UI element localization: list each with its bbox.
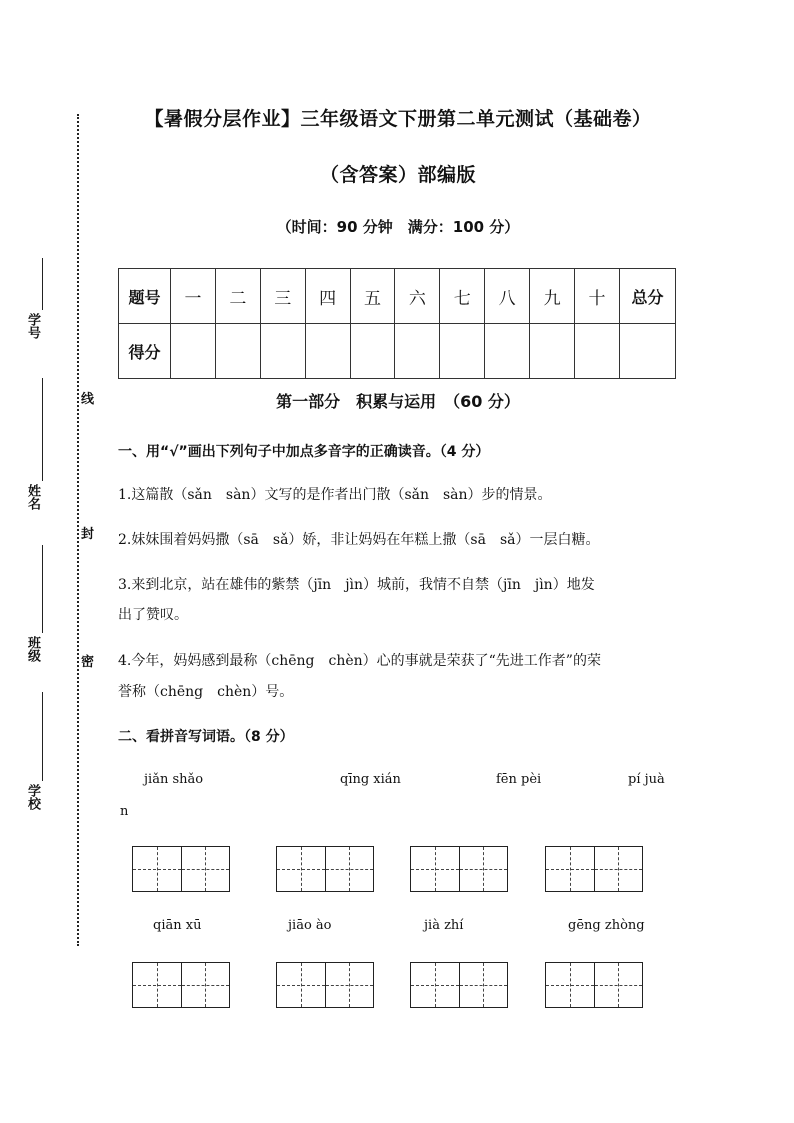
score-cell[interactable] [485, 324, 530, 379]
writing-grid[interactable] [276, 962, 374, 1008]
binding-dotted-line [77, 114, 79, 946]
q1-heading: 一、用“√”画出下列句子中加点多音字的正确读音。（4 分） [118, 444, 490, 460]
part1-title: 第一部分 积累与运用 （60 分） [276, 392, 520, 411]
score-cell[interactable] [440, 324, 485, 379]
name-blank [42, 378, 43, 481]
class-blank [42, 545, 43, 633]
score-cell[interactable] [575, 324, 620, 379]
score-row-header: 得分 [119, 324, 171, 379]
column-header: 七 [440, 269, 485, 324]
seal-char-line: 线 [81, 392, 95, 407]
q1-line: 1.这篇散（sǎn sàn）文写的是作者出门散（sǎn sàn）步的情景。 [118, 487, 552, 503]
q2-heading: 二、看拼音写词语。（8 分） [118, 729, 294, 745]
school-blank [42, 692, 43, 781]
q1-line: 4.今年，妈妈感到最称（chēng chèn）心的事就是荣获了“先进工作者”的荣 [118, 653, 601, 669]
score-row [119, 324, 676, 379]
writing-grid[interactable] [410, 846, 508, 892]
pinyin-prompt: gēng zhòng [568, 918, 645, 933]
score-cell[interactable] [260, 324, 305, 379]
writing-grid[interactable] [545, 962, 643, 1008]
writing-grid[interactable] [545, 846, 643, 892]
writing-grid[interactable] [276, 846, 374, 892]
writing-grid[interactable] [132, 846, 230, 892]
school-label: 学校 [25, 784, 40, 810]
student-id-blank [42, 258, 43, 310]
column-header: 一 [171, 269, 216, 324]
seal-char-secret: 密 [81, 655, 95, 670]
writing-grid[interactable] [132, 962, 230, 1008]
question-number-row [119, 269, 676, 324]
seal-char-seal: 封 [81, 527, 95, 542]
total-score-cell[interactable] [620, 324, 676, 379]
column-header: 十 [575, 269, 620, 324]
column-header: 六 [395, 269, 440, 324]
score-table [118, 268, 676, 379]
column-header: 二 [215, 269, 260, 324]
score-cell[interactable] [395, 324, 440, 379]
pinyin-prompt-wrap: n [120, 804, 129, 819]
question-number-header: 题号 [119, 269, 171, 324]
column-header: 四 [305, 269, 350, 324]
page-title: 【暑假分层作业】三年级语文下册第二单元测试（基础卷） [144, 108, 652, 130]
q1-line: 2.妹妹围着妈妈撒（sā sǎ）娇，非让妈妈在年糕上撒（sā sǎ）一层白糖。 [118, 532, 600, 548]
name-label: 姓名 [25, 484, 40, 510]
class-label: 班级 [25, 636, 40, 662]
pinyin-prompt: jiāo ào [288, 918, 332, 933]
column-header: 九 [530, 269, 575, 324]
pinyin-prompt: jià zhí [424, 918, 464, 933]
q1-line: 3.来到北京，站在雄伟的紫禁（jīn jìn）城前，我情不自禁（jīn jìn）地发 [118, 577, 595, 593]
score-cell[interactable] [305, 324, 350, 379]
pinyin-prompt: fēn pèi [496, 772, 542, 787]
score-cell[interactable] [530, 324, 575, 379]
column-header: 八 [485, 269, 530, 324]
pinyin-prompt: pí juà [628, 772, 665, 787]
student-id-label: 学号 [25, 313, 40, 339]
pinyin-prompt: qiān xū [153, 918, 202, 933]
page-subtitle: （含答案）部编版 [319, 164, 476, 186]
score-cell[interactable] [350, 324, 395, 379]
score-cell[interactable] [215, 324, 260, 379]
exam-meta: （时间：90 分钟 满分：100 分） [276, 218, 520, 236]
score-cell[interactable] [171, 324, 216, 379]
q1-line: 出了赞叹。 [118, 607, 188, 623]
pinyin-prompt: qīng xián [340, 772, 401, 787]
writing-grid[interactable] [410, 962, 508, 1008]
q1-line: 誉称（chēng chèn）号。 [118, 684, 294, 700]
column-header: 五 [350, 269, 395, 324]
column-header: 三 [260, 269, 305, 324]
total-header: 总分 [620, 269, 676, 324]
pinyin-prompt: jiǎn shǎo [144, 772, 204, 787]
